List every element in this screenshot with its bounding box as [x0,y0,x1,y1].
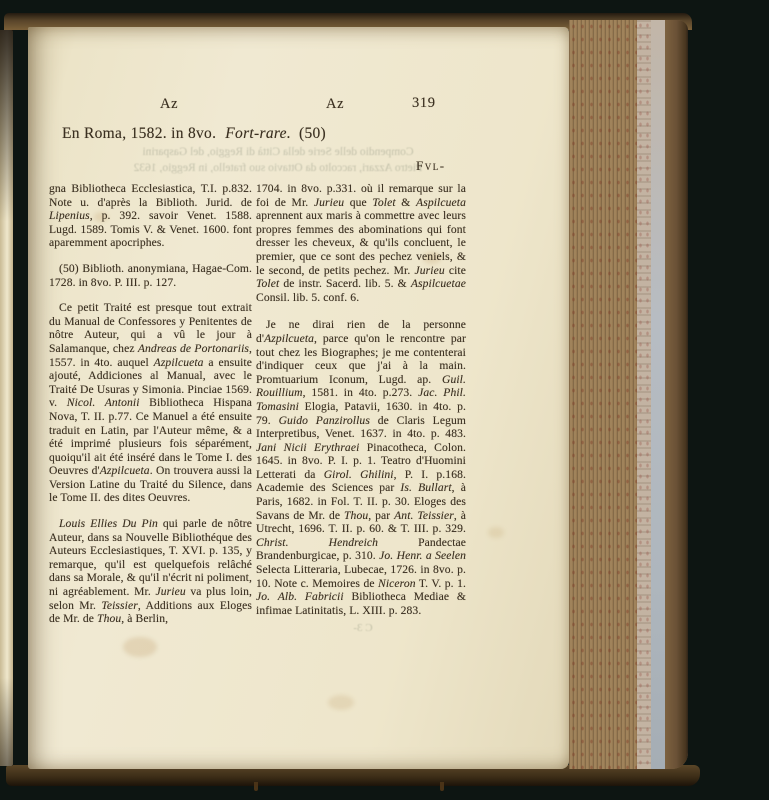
foxing-stain [488,527,504,538]
rarity-note: Fort-rare. [225,125,291,142]
fore-edge-grey-strip [651,20,665,769]
footnote-paragraph: (50) Biblioth. anonymiana, Hagae-Com. 1728. in 8vo. P. III. p. 127. [49,261,252,289]
catchword: Fvl- [416,158,446,173]
imprint-text: En Roma, 1582. in 8vo. [62,125,217,142]
paragraph: Louis Ellies Du Pin qui parle de nôtre Auteur, dans sa Nouvelle Bibliothéque des Auteurs Ecclesiastiques, T. XVI. p. 135, y remarque, qu'il est quelquefois relâché dans sa Morale, & qu'il n'écrit ni poliment, ni agréablement. Mr. Jurieu va plus loin, selon Mr. Teissier, Additions aux Eloges de Mr. de Thou, à Berlin, [49,517,253,626]
ink-bleedthrough-line: Compendio delle Serie della Città di Reggio, del Gasparini [142,146,414,158]
page-number: 319 [412,95,436,111]
entry-imprint-line [62,125,326,143]
footnote-marker: (50) [299,125,327,142]
book-fore-edge [569,20,688,769]
paragraph: 1704. in 8vo. p.331. où il remarque sur la foi de Mr. Jurieu que Tolet & Aspilcueta aprennent aux maris à commettre avec leurs propres femmes des abominations qui font dresser les cheveux, & qu'ils concluent, le premier, que ce sont des pechez veniels, & le second, de petits pechez. Mr. Jurieu cite Tolet de instr. Sacerd. lib. 5. & Aspilcuetae Consil. lib. 5. conf. 6. [256,182,466,304]
ink-bleedthrough-line: C 3- [353,622,373,634]
binding-tie-mark [254,782,258,791]
foxing-stain [123,637,157,657]
running-title-left: Az [160,96,179,112]
text-column-left [49,182,252,638]
fore-edge-speckled-pages [569,20,637,769]
book-cover-edge [665,20,688,769]
text-column-right [256,182,466,629]
paragraph: Je ne dirai rien de la personne d'Azpilcueta, parce qu'on le rencontre par tout chez les Biographes; je me contenterai d'indiquer ceux que j'ai à la main. Promtuarium Iconum, Lugd. ap. Guil. Rouillium, 1581. in 4to. p.273. Jac. Phil. Tomasini Elogia, Patavii, 1630. in 4to. p. 79. Guido Panzirollus de Claris Legum Interpretibus, Venet. 1637. in 4to. p. 483. Jani Nicii Erythraei Pinacotheca, Colon. 1645. in 8vo. P. I. p. 1. Teatro d'Huomini Letterati da Girol. Ghilini, P. I. p.168. Academie des Sciences par Is. Bullart, à Paris, 1682. in Fol. T. II. p. 30. Eloges des Savans de Mr. de Thou, par Ant. Teissier, à Utrecht, 1696. T. II. p. 60. & T. III. p. 329. Christ. Hendreich Pandectae Brandenburgicae, p. 310. Jo. Henr. a Seelen Selecta Litteraria, Lubecae, 1726. in 8vo. p. 10. Note c. Memoires de Niceron T. V. p. 1. Jo. Alb. Fabricii Bibliotheca Mediae & infimae Latinitatis, L. XIII. p. 283. [256,318,467,617]
running-title-right: Az [326,96,345,112]
paragraph: Ce petit Traité est presque tout extrait du Manual de Confessores y Penitentes de nôtre Auteur, qui a vû le jour à Salamanque, chez Andreas de Portonariis, 1557. in 4to. auquel Azpilcueta a ensuite ajouté, Addiciones al Manual, avec le Traité De Usuras y Simonia. Pinciae 1569. v. Nicol. Antonii Bibliotheca Hispana Nova, T. II. p.77. Ce Manuel a été ensuite traduit en Latin, par l'Auteur même, & a été imprimé plusieurs fois séparément, quoiqu'il ait été inséré dans le Tome I. des Oeuvres d'Azpilcueta. On trouvera aussi la Version Latine du Traité du Silence, dans le Tome II. des dites Oeuvres. [49,301,253,505]
fore-edge-marbled-strip [637,20,651,769]
paragraph: gna Bibliotheca Ecclesiastica, T.I. p.832. Note u. d'après la Biblioth. Jurid. de Lipenius, p. 392. savoir Venet. 1588. Lugd. 1589. Tomis V. & Venet. 1600. font aparemment apocriphes. [49,182,252,250]
ink-bleedthrough-line: Pietro Azzari, raccolto da Ottavio suo fratello, in Reggio, 1632 [133,162,423,174]
facing-page-sliver [0,30,13,766]
book-page [28,27,569,769]
foxing-stain [328,695,354,710]
binding-tie-mark [440,782,444,791]
